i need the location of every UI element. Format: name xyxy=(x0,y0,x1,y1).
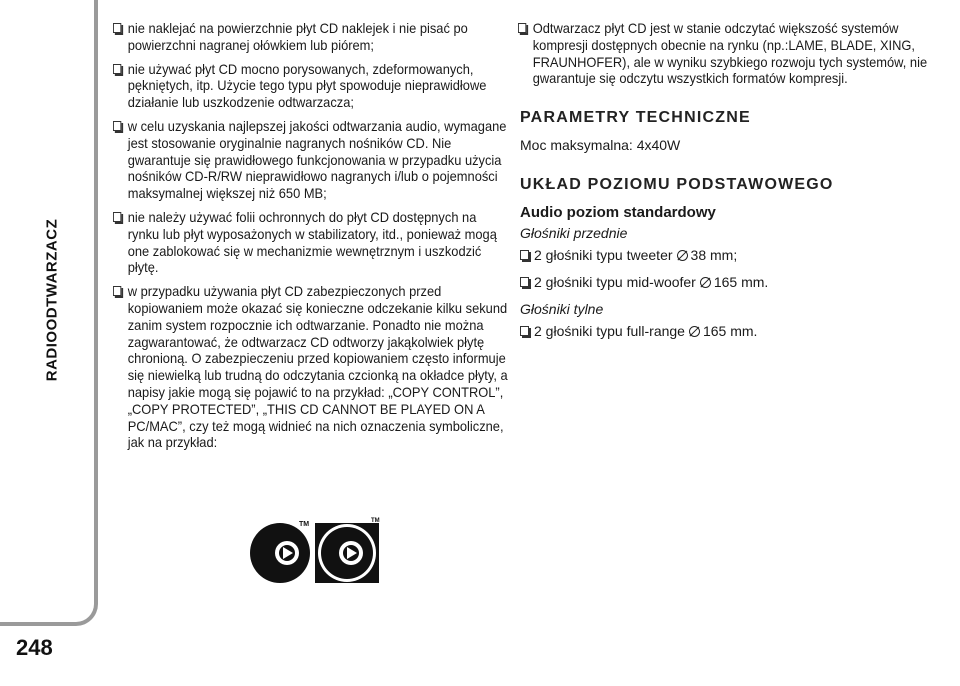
chapter-label: RADIOODTWARZACZ xyxy=(43,218,61,382)
list-item: nie używać płyt CD mocno porysowanych, zdeformowanych, pękniętych, itp. Użycie tego typu płyt spowoduje nieprawidłowe działanie lub uszkodzenie odtwarzacza; xyxy=(113,61,510,111)
list-item: w przypadku używania płyt CD zabezpieczonych przed kopiowaniem może okazać się konieczne odczekanie kilku sekund zanim system rozpocznie ich odtwarzanie. Ponadto nie można zagwarantować, że odtwarzacz CD odtworzy jakąkolwiek płytę chronioną. O zabezpieczeniu przed kopiowaniem często informuje się niewielką lub trudną do odczytania czcionką na okładce płyty, a napisy jakie mogą się pojawić to na przykład: „COPY CONTROL”, „COPY PROTECTED”, „THIS CD CANNOT BE PLAYED ON A PC/MAC”, czy też mogą widnieć na nich oznaczenia symboliczne, jak na przykład: xyxy=(113,283,510,451)
checkbox-bullet-icon xyxy=(520,250,529,260)
checkbox-bullet-icon xyxy=(518,23,526,33)
audio-subheading: Audio poziom standardowy xyxy=(520,204,716,222)
copy-protection-logos xyxy=(247,517,382,583)
left-column xyxy=(113,20,508,458)
copy-protection-logo-right-icon xyxy=(315,518,380,583)
checkbox-bullet-icon xyxy=(520,326,529,336)
checkbox-bullet-icon xyxy=(113,286,121,296)
speaker-item: 2 głośniki typu mid-woofer 165 mm. xyxy=(520,274,918,291)
diameter-icon xyxy=(700,277,711,288)
svg-text:TM: TM xyxy=(371,518,380,524)
checkbox-bullet-icon xyxy=(520,277,529,287)
checkbox-bullet-icon xyxy=(113,23,121,33)
front-speakers-label: Głośniki przednie xyxy=(520,225,628,242)
list-item: nie naklejać na powierzchnie płyt CD naklejek i nie pisać po powierzchni nagranej ołówkiem lub piórem; xyxy=(113,20,510,54)
list-item: Odtwarzacz płyt CD jest w stanie odczytać większość systemów kompresji dostępnych obecnie na rynku (np.:LAME, BLADE, XING, FRAUNHOFER), ale w wyniku szybkiego rozwoju tych systemów, nie gwarantuje się odczytu wszystkich formatów kompresji. xyxy=(518,20,930,87)
checkbox-bullet-icon xyxy=(113,64,121,74)
list-item: w celu uzyskania najlepszej jakości odtwarzania audio, wymagane jest stosowanie oryginalnie nagranych nośników CD. Nie gwarantuje się prawidłowego funkcjonowania w przypadku użycia nośników CD-R/RW nieprawidłowo nagranych i/lub o pojemności maksymalnej większej niż 650 MB; xyxy=(113,118,510,202)
rear-speakers-label: Głośniki tylne xyxy=(520,301,604,318)
checkbox-bullet-icon xyxy=(113,212,121,222)
max-power-text: Moc maksymalna: 4x40W xyxy=(520,137,681,154)
section-heading-technical: PARAMETRY TECHNICZNE xyxy=(520,109,751,127)
page-number: 248 xyxy=(16,635,53,660)
right-column xyxy=(518,20,928,350)
svg-text:TM: TM xyxy=(299,521,310,528)
checkbox-bullet-icon xyxy=(113,121,121,131)
speaker-item: 2 głośniki typu tweeter 38 mm; xyxy=(520,247,918,264)
section-heading-basic-level: UKŁAD POZIOMU PODSTAWOWEGO xyxy=(520,176,834,194)
copy-protection-logo-left-icon xyxy=(250,521,310,583)
diameter-icon xyxy=(677,250,688,261)
list-item: nie należy używać folii ochronnych do płyt CD dostępnych na rynku lub płyt wyposażonych w stabilizatory, itd., ponieważ mogą one zablokować się w mechanizmie wewnętrznym i uszkodzić płytę. xyxy=(113,209,510,276)
chapter-tab xyxy=(0,0,98,626)
speaker-item: 2 głośniki typu full-range 165 mm. xyxy=(520,323,918,340)
diameter-icon xyxy=(689,326,700,337)
